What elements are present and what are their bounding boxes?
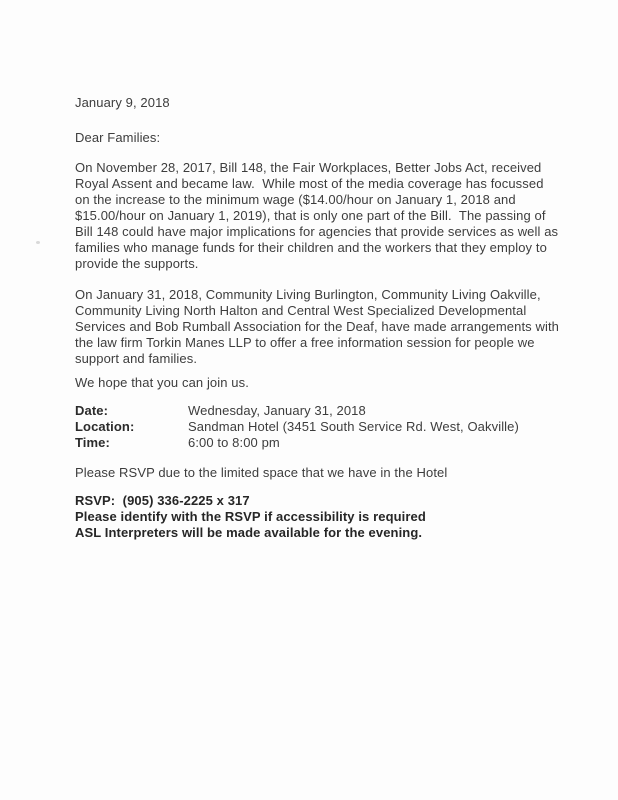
detail-value-location: Sandman Hotel (3451 South Service Rd. West, Oakville) [188,419,519,434]
detail-row-location [75,419,561,435]
detail-value-date: Wednesday, January 31, 2018 [188,403,366,418]
body-paragraph-2: On January 31, 2018, Community Living Burlington, Community Living Oakville, Community Living North Halton and Central West Specialized Developmental Services and Bob Rumball Association for the Deaf, have made arrangements with the law firm Torkin Manes LLP to offer a free information session for people we support and families. [75,287,563,366]
hope-line: We hope that you can join us. [75,375,249,390]
detail-row-date [75,403,561,419]
scan-artifact-dot [36,241,40,244]
letter-date: January 9, 2018 [75,95,170,110]
rsvp-bold-block [75,493,561,541]
letter-content [75,95,561,541]
detail-label-date: Date: [75,403,109,418]
detail-row-time [75,435,561,451]
event-details-block [75,403,561,451]
detail-value-time: 6:00 to 8:00 pm [188,435,280,450]
rsvp-note: Please RSVP due to the limited space that we have in the Hotel [75,465,448,480]
detail-label-time: Time: [75,435,110,450]
rsvp-asl-line: ASL Interpreters will be made available for the evening. [75,525,423,540]
salutation: Dear Families: [75,130,161,145]
rsvp-accessibility-line: Please identify with the RSVP if accessibility is required [75,509,426,524]
detail-label-location: Location: [75,419,135,434]
body-paragraph-1: On November 28, 2017, Bill 148, the Fair Workplaces, Better Jobs Act, received Royal Assent and became law. While most of the media coverage has focussed on the increase to the minimum wage ($14.00/hour on January 1, 2018 and $15.00/hour on January 1, 2019), that is only one part of the Bill. The passing of Bill 148 could have major implications for agencies that provide services as well as families who manage funds for their children and the workers that they employ to provide the supports. [75,160,562,271]
rsvp-phone-line: RSVP: (905) 336-2225 x 317 [75,493,250,508]
